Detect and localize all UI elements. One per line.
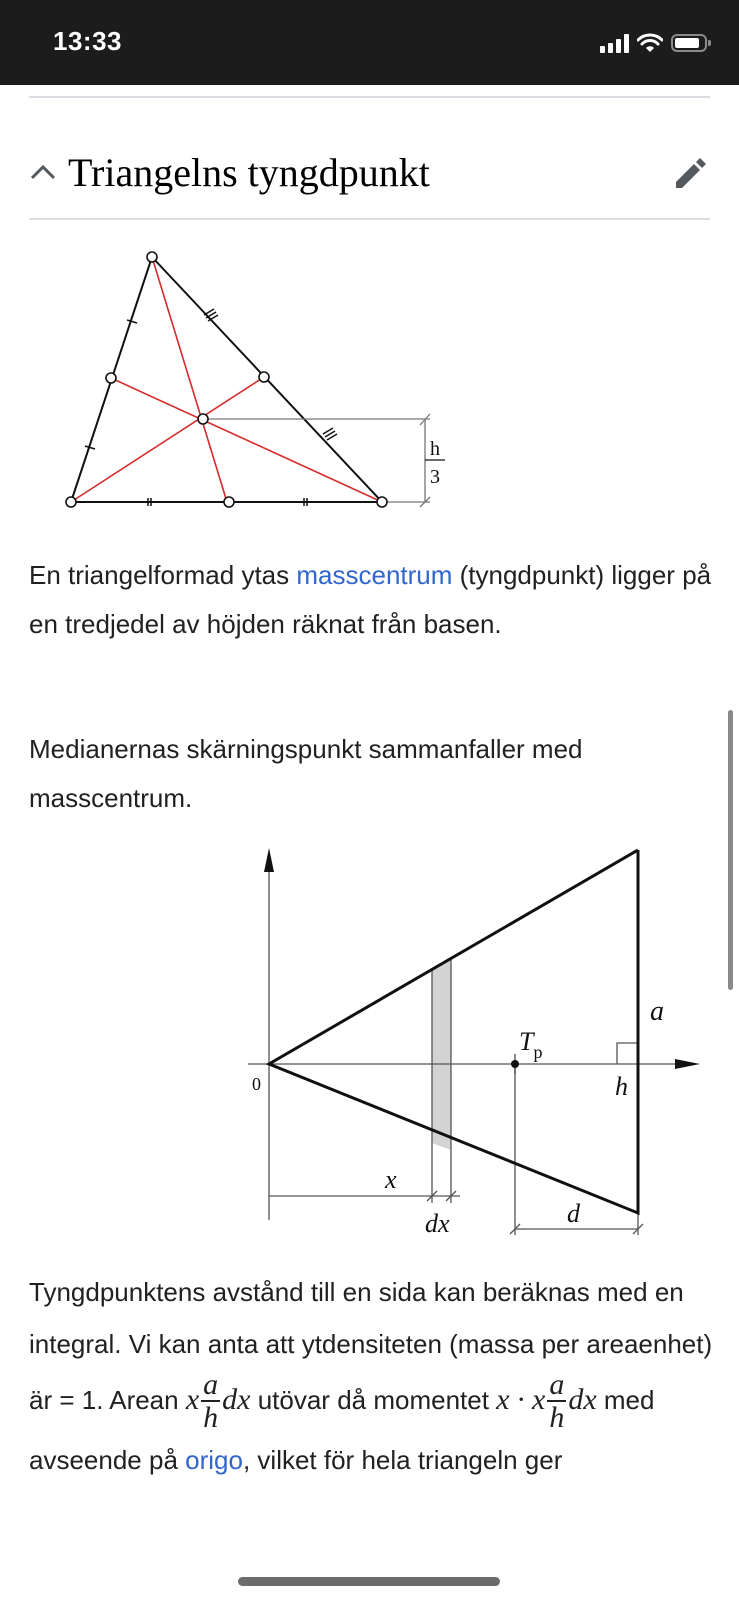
label-dx: dx: [425, 1209, 450, 1238]
divider-top: [29, 96, 710, 98]
chevron-up-icon[interactable]: [28, 157, 58, 187]
tick-marks: [85, 309, 337, 506]
triangle-outline: [269, 850, 638, 1213]
label-x: x: [385, 1165, 397, 1194]
math-dx: dx: [222, 1382, 251, 1416]
paragraph-text: En triangelformad ytas: [29, 560, 297, 590]
height-dimension: [203, 414, 430, 507]
y-axis-arrow: [264, 848, 274, 872]
paragraph-text: (tyngdpunkt) ligger på en tredjedel av höjden räknat från basen.: [29, 560, 712, 639]
label-a: a: [650, 996, 664, 1027]
label-h: h: [615, 1072, 628, 1101]
fraction-a-over-h: $\frac{a}{h}$: [203, 1368, 219, 1434]
paragraph-centroid: [29, 551, 719, 649]
home-indicator[interactable]: [238, 1577, 500, 1586]
math-x-dot-x: x · x: [496, 1382, 546, 1416]
status-time: 13:33: [53, 26, 122, 56]
status-bar: [0, 0, 739, 85]
fraction-3: 3: [430, 466, 440, 488]
integral-triangle-figure: [230, 840, 720, 1260]
fraction-h: h: [430, 438, 440, 460]
link-masscentrum[interactable]: masscentrum: [296, 560, 453, 590]
link-origo[interactable]: origo: [185, 1445, 243, 1475]
paragraph-text: med avseende på: [29, 1384, 655, 1475]
signal-icon: [600, 33, 629, 53]
paragraph-medians: Medianernas skärningspunkt sammanfaller med masscentrum.: [29, 734, 583, 813]
median-lines: [71, 257, 382, 502]
section-title: Triangelns tyngdpunkt: [68, 149, 430, 195]
section-heading[interactable]: [28, 142, 710, 202]
x-axis-arrow: [675, 1059, 700, 1069]
label-d: d: [567, 1199, 580, 1228]
label-tp: $T_p$: [519, 1027, 543, 1062]
math-x: x: [185, 1382, 200, 1416]
centroid-triangle-figure: [40, 230, 460, 530]
status-icons: [600, 30, 707, 56]
scrollbar[interactable]: [728, 710, 733, 990]
paragraph-text: Tyngdpunktens avstånd till en sida kan beräknas med en integral. Vi kan anta att ytdensiteten (massa per areaenhet) är = 1. Arean: [29, 1277, 713, 1415]
math-dx: dx: [568, 1382, 597, 1416]
paragraph-text: utövar då momentet: [250, 1384, 497, 1415]
dx-strip: [432, 960, 451, 1150]
paragraph-text: , vilket för hela triangeln ger: [242, 1445, 563, 1475]
divider-heading: [29, 218, 710, 220]
wifi-icon: [637, 33, 663, 53]
triangle-sides: [71, 257, 382, 502]
fraction-a-over-h: $\frac{a}{h}$: [549, 1368, 565, 1434]
paragraph-integral: [29, 1266, 719, 1486]
vertex-points: [66, 252, 387, 507]
axes-and-guides: [248, 860, 678, 1235]
pencil-icon[interactable]: [670, 152, 710, 192]
origin-label: 0: [252, 1074, 261, 1094]
battery-icon: [671, 34, 707, 52]
